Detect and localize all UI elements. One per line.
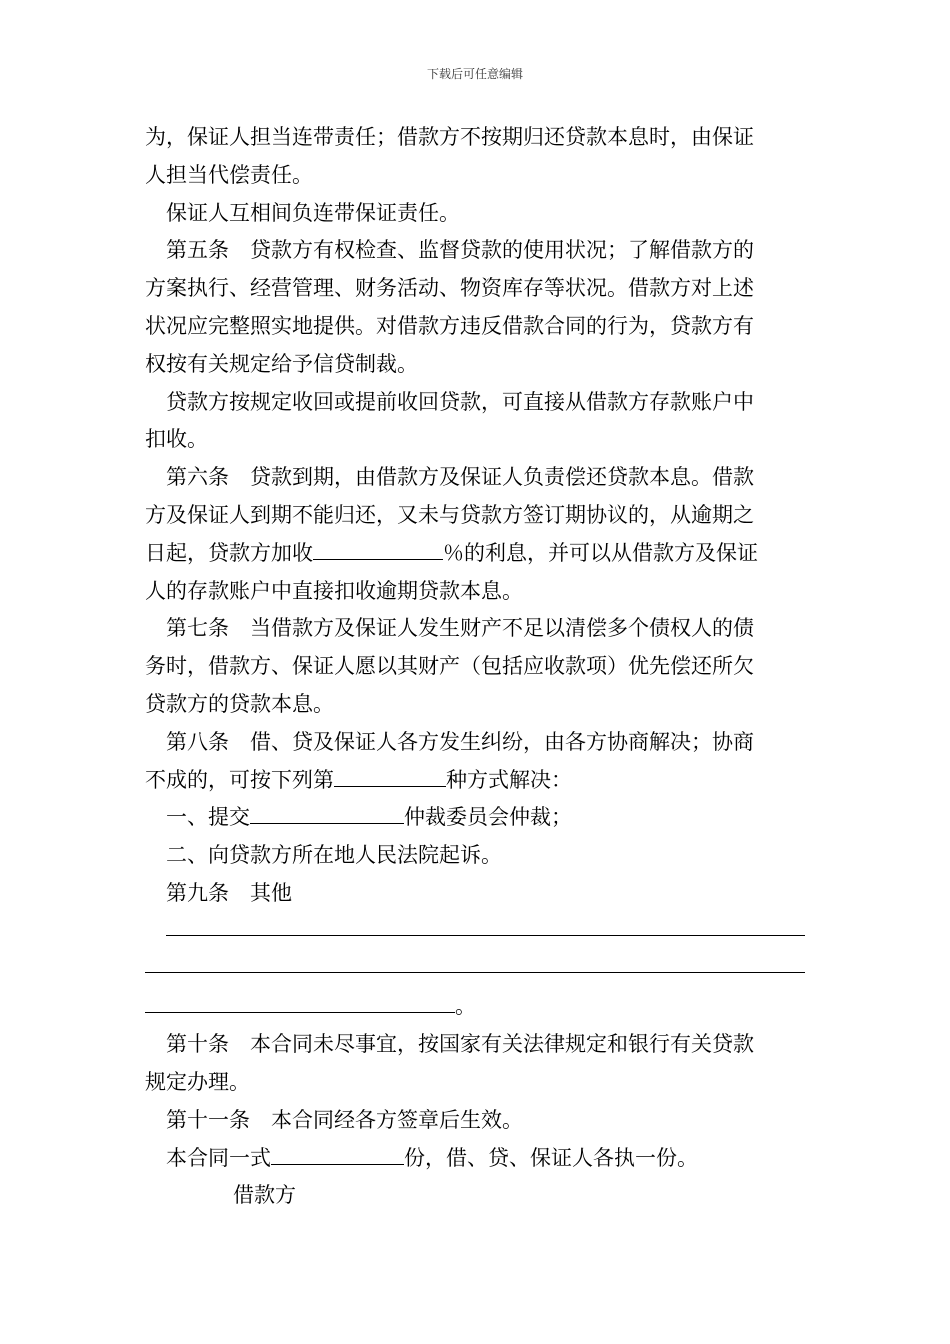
copies-line xyxy=(145,1140,805,1178)
text-fragment: 。 xyxy=(455,994,476,1019)
other-terms-line-1[interactable] xyxy=(145,913,805,951)
interest-rate-blank[interactable] xyxy=(313,539,443,560)
option-1-line xyxy=(145,799,805,837)
other-terms-line-3 xyxy=(145,988,805,1026)
text-fragment: 种方式解决： xyxy=(446,767,572,792)
text-line: 为，保证人担当连带责任；借款方不按期归还贷款本息时，由保证 xyxy=(145,125,754,149)
text-fragment: 仲裁委员会仲裁； xyxy=(404,805,572,830)
text-fragment: ％的利息，并可以从借款方及保证 xyxy=(443,540,758,565)
document-body xyxy=(145,119,805,1215)
text-line: 状况应完整照实地提供。对借款方违反借款合同的行为，贷款方有 xyxy=(145,313,754,338)
text-fragment: 份，借、贷、保证人各执一份。 xyxy=(404,1145,698,1170)
article-6-heading-line: 第六条 贷款到期，由借款方及保证人负责偿还贷款本息。借款 xyxy=(166,465,754,490)
text-fragment: 本合同一式 xyxy=(166,1145,271,1170)
paragraph-repayment-deduction: 贷款方按规定收回或提前收回贷款，可直接从借款方存款账户中 xyxy=(166,389,754,414)
page-header: 下载后可任意编辑 xyxy=(426,67,523,81)
text-line: 规定办理。 xyxy=(145,1069,250,1094)
text-fragment: 一、提交 xyxy=(166,805,250,830)
article-11-heading-line: 第十一条 本合同经各方签章后生效。 xyxy=(166,1107,523,1132)
text-line: 方案执行、经营管理、财务活动、物资库存等状况。借款方对上述 xyxy=(145,276,754,301)
other-terms-line-2[interactable] xyxy=(145,951,805,989)
resolution-method-blank[interactable] xyxy=(334,766,446,787)
text-line: 人担当代偿责任。 xyxy=(145,162,313,187)
text-line: 方及保证人到期不能归还，又未与贷款方签订期协议的，从逾期之 xyxy=(145,502,754,527)
text-line: 贷款方的贷款本息。 xyxy=(145,691,334,716)
text-fragment: 日起，贷款方加收 xyxy=(145,540,313,565)
borrower-signature-label: 借款方 xyxy=(233,1183,296,1208)
text-line: 权按有关规定给予信贷制裁。 xyxy=(145,351,418,376)
text-fragment: 不成的，可按下列第 xyxy=(145,767,334,792)
text-line-with-blank xyxy=(145,535,805,573)
text-line: 扣收。 xyxy=(145,427,208,452)
article-8-heading-line: 第八条 借、贷及保证人各方发生纠纷，由各方协商解决；协商 xyxy=(166,729,754,754)
arbitration-commission-blank[interactable] xyxy=(250,803,404,824)
text-line-with-blank xyxy=(145,762,805,800)
text-line: 人的存款账户中直接扣收逾期贷款本息。 xyxy=(145,578,523,603)
article-9-heading-line: 第九条 其他 xyxy=(166,880,292,905)
copies-count-blank[interactable] xyxy=(271,1144,404,1165)
text-line: 务时，借款方、保证人愿以其财产（包括应收款项）优先偿还所欠 xyxy=(145,654,754,679)
article-5-heading-line: 第五条 贷款方有权检查、监督贷款的使用状况；了解借款方的 xyxy=(166,238,754,263)
other-terms-blank[interactable] xyxy=(145,992,455,1013)
article-7-heading-line: 第七条 当借款方及保证人发生财产不足以清偿多个债权人的债 xyxy=(166,616,754,641)
article-10-heading-line: 第十条 本合同未尽事宜，按国家有关法律规定和银行有关贷款 xyxy=(166,1032,754,1057)
paragraph-guarantor-liability: 保证人互相间负连带保证责任。 xyxy=(166,200,460,225)
option-2-line: 二、向贷款方所在地人民法院起诉。 xyxy=(166,843,502,868)
